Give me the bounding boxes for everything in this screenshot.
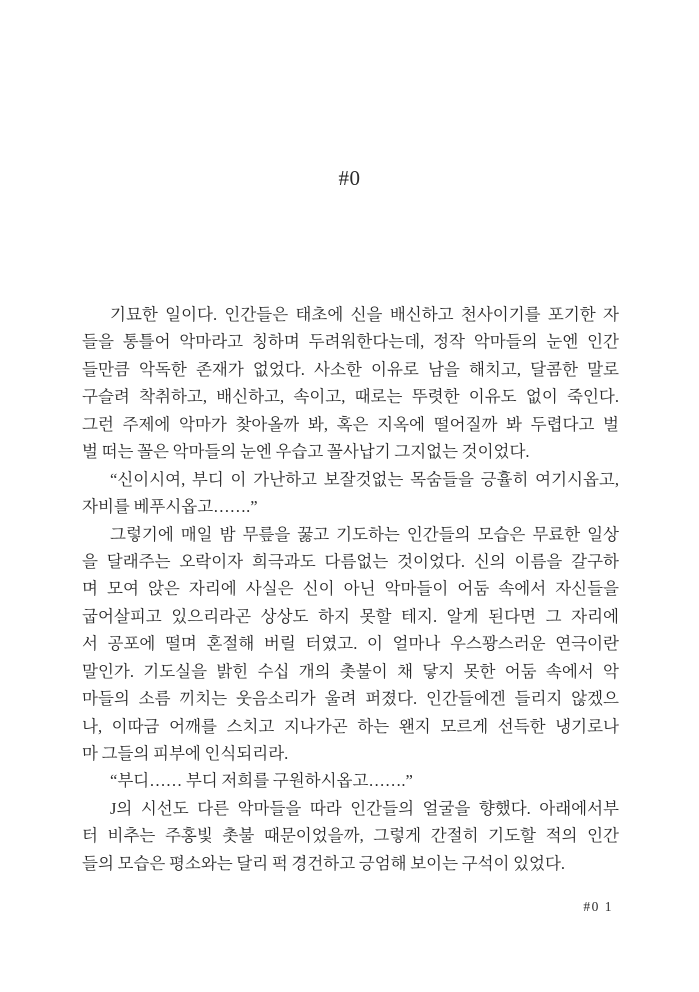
text-line: 굽어살피고 있으리라곤 상상도 하지 못할 테지. 알게 된다면 그 자리에 bbox=[82, 606, 619, 626]
text-line: 구슬려 착취하고, 배신하고, 속이고, 때로는 뚜렷한 이유도 없이 죽인다. bbox=[82, 387, 619, 407]
text-line: 터 비추는 주홍빛 촛불 때문이었을까, 그렇게 간절히 기도할 적의 인간 bbox=[82, 826, 619, 846]
text-line: 마 그들의 피부에 인식되리라. bbox=[82, 744, 289, 763]
body-text bbox=[82, 301, 619, 877]
text-line: 말인가. 기도실을 밝힌 수십 개의 촛불이 채 닿지 못한 어둠 속에서 악 bbox=[82, 661, 619, 681]
text-line: 나, 이따금 어깨를 스치고 지나가곤 하는 왠지 모르게 선득한 냉기로나 bbox=[82, 716, 619, 736]
text-line: 자비를 베푸시옵고…….” bbox=[82, 497, 258, 517]
text-line: 들을 통틀어 악마라고 칭하며 두려워한다는데, 정작 악마들의 눈엔 인간 bbox=[82, 332, 619, 352]
text-line: 그런 주제에 악마가 찾아올까 봐, 혹은 지옥에 떨어질까 봐 두렵다고 벌 bbox=[82, 414, 619, 434]
text-line: “신이시여, 부디 이 가난하고 보잘것없는 목숨들을 긍휼히 여기시옵고, bbox=[110, 469, 619, 489]
text-line: 마들의 소름 끼치는 웃음소리가 울려 퍼졌다. 인간들에겐 들리지 않겠으 bbox=[82, 689, 619, 709]
text-line: 을 달래주는 오락이자 희극과도 다름없는 것이었다. 신의 이름을 갈구하 bbox=[82, 551, 619, 571]
text-line: “부디…… 부디 저희를 구원하시옵고…….” bbox=[110, 771, 413, 791]
text-line: 그렇기에 매일 밤 무릎을 꿇고 기도하는 인간들의 모습은 무료한 일상 bbox=[110, 524, 619, 544]
text-line: 들만큼 악독한 존재가 없었다. 사소한 이유로 남을 해치고, 달콤한 말로 bbox=[82, 359, 619, 379]
text-line: 기묘한 일이다. 인간들은 태초에 신을 배신하고 천사이기를 포기한 자 bbox=[110, 305, 619, 324]
chapter-heading: #0 bbox=[338, 166, 361, 190]
text-line: 들의 모습은 평소와는 달리 퍽 경건하고 긍엄해 보이는 구석이 있었다. bbox=[82, 853, 566, 873]
text-line: 서 공포에 떨며 혼절해 버릴 터였고. 이 얼마나 우스꽝스러운 연극이란 bbox=[82, 634, 619, 654]
text-line: J의 시선도 다른 악마들을 따라 인간들의 얼굴을 향했다. 아래에서부 bbox=[110, 798, 619, 818]
page-number: #0 1 bbox=[583, 899, 613, 914]
text-line: 벌 떠는 꼴은 악마들의 눈엔 우습고 꼴사납기 그지없는 것이었다. bbox=[82, 442, 530, 462]
text-line: 며 모여 앉은 자리에 사실은 신이 아닌 악마들이 어둠 속에서 자신들을 bbox=[82, 579, 619, 599]
